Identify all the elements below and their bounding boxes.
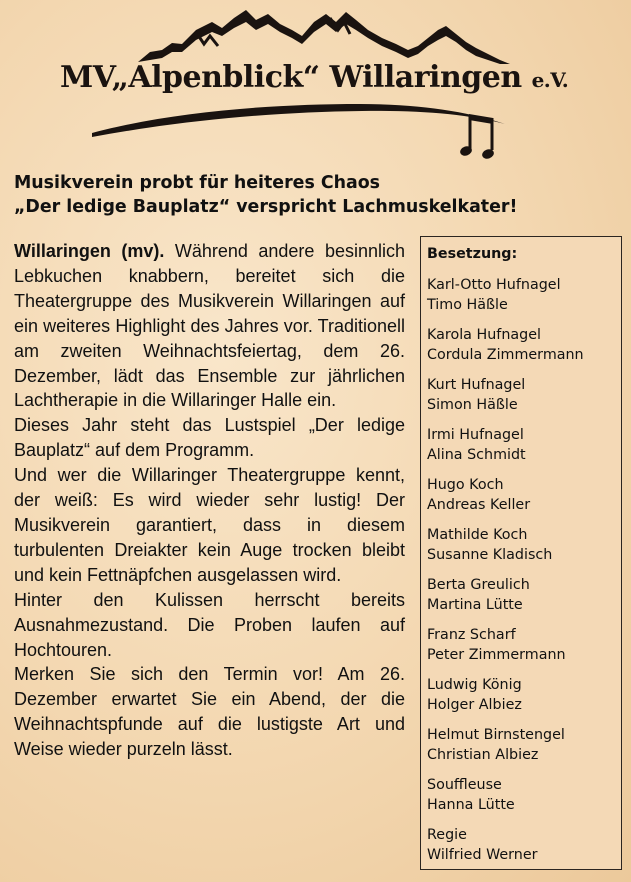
cast-role: Mathilde Koch [427, 526, 528, 543]
club-name: MV„Alpenblick“ Willaringen [60, 60, 522, 95]
cast-actor: Cordula Zimmermann [427, 347, 584, 364]
cast-entry [427, 275, 621, 315]
cast-entry [427, 575, 621, 615]
cast-entry [427, 825, 621, 865]
cast-role: Hugo Koch [427, 476, 504, 493]
cast-entry [427, 675, 621, 715]
cast-entry [427, 525, 621, 565]
club-logo-text [60, 60, 580, 95]
article-paragraph-3: Und wer die Willaringer Theatergruppe kennt, der weiß: Es wird wieder sehr lustig! Der Musikverein garantiert, dass in diesem turbulenten Dreiakter kein Auge trocken bleibt und kein Fettnäpfchen ausgelassen wird. [14, 465, 405, 585]
cast-entry [427, 475, 621, 515]
cast-role: Karola Hufnagel [427, 326, 541, 343]
cast-actor: Holger Albiez [427, 696, 522, 713]
cast-actor: Christian Albiez [427, 746, 539, 763]
music-note-icon [459, 114, 495, 160]
headline [14, 171, 614, 219]
article-paragraph-5: Merken Sie sich den Termin vor! Am 26. Dezember erwartet Sie ein Abend, der die Weihnachtspfunde auf die lustigste Art und Weise wieder purzeln lässt. [14, 664, 405, 760]
article-paragraph-4: Hinter den Kulissen herrscht bereits Ausnahmezustand. Die Proben laufen auf Hochtouren. [14, 589, 405, 660]
club-suffix: e.V. [531, 68, 569, 92]
cast-actor: Peter Zimmermann [427, 646, 566, 663]
mountain-silhouette-icon [138, 10, 510, 64]
brush-swoosh [92, 104, 505, 137]
headline-line-2: „Der ledige Bauplatz“ verspricht Lachmuskelkater! [14, 197, 518, 217]
cast-title: Besetzung: [427, 246, 518, 262]
cast-role: Regie [427, 826, 467, 843]
cast-actor: Susanne Kladisch [427, 547, 553, 564]
cast-actor: Wilfried Werner [427, 846, 538, 863]
cast-actor: Alina Schmidt [427, 447, 526, 464]
article-paragraph-1 [14, 239, 405, 413]
cast-entry [427, 375, 621, 415]
cast-role: Kurt Hufnagel [427, 376, 526, 393]
cast-role: Karl-Otto Hufnagel [427, 277, 561, 293]
article-body [14, 239, 405, 762]
cast-actor: Timo Häßle [427, 297, 508, 314]
cast-role: Souffleuse [427, 776, 502, 793]
cast-role: Franz Scharf [427, 626, 516, 643]
cast-role: Berta Greulich [427, 576, 530, 593]
article-paragraph-1-text: Während andere besinnlich Lebkuchen knabbern, bereitet sich die Theatergruppe des Musikverein Willaringen auf ein weiteres Highlight des Jahres vor. Traditionell am zweiten Weihnachtsfeiertag, dem 26. Dezember, lädt das Ensemble zur jährlichen Lachtherapie in die Willaringer Halle ein. [14, 241, 405, 411]
cast-entry [427, 425, 621, 465]
cast-entry [427, 325, 621, 365]
cast-role: Helmut Birnstengel [427, 726, 565, 743]
cast-actor: Hanna Lütte [427, 796, 515, 813]
cast-entry [427, 775, 621, 815]
cast-actor: Simon Häßle [427, 397, 518, 414]
cast-actor: Andreas Keller [427, 497, 531, 514]
cast-actor: Martina Lütte [427, 597, 523, 613]
cast-role: Irmi Hufnagel [427, 426, 524, 443]
headline-line-1: Musikverein probt für heiteres Chaos [14, 173, 381, 193]
cast-entry [427, 625, 621, 665]
cast-entry [427, 725, 621, 765]
cast-role: Ludwig König [427, 676, 522, 693]
cast-box [420, 236, 622, 870]
article-paragraph-2: Dieses Jahr steht das Lustspiel „Der ledige Bauplatz“ auf dem Programm. [14, 415, 405, 461]
article-dateline: Willaringen (mv). [14, 241, 165, 261]
